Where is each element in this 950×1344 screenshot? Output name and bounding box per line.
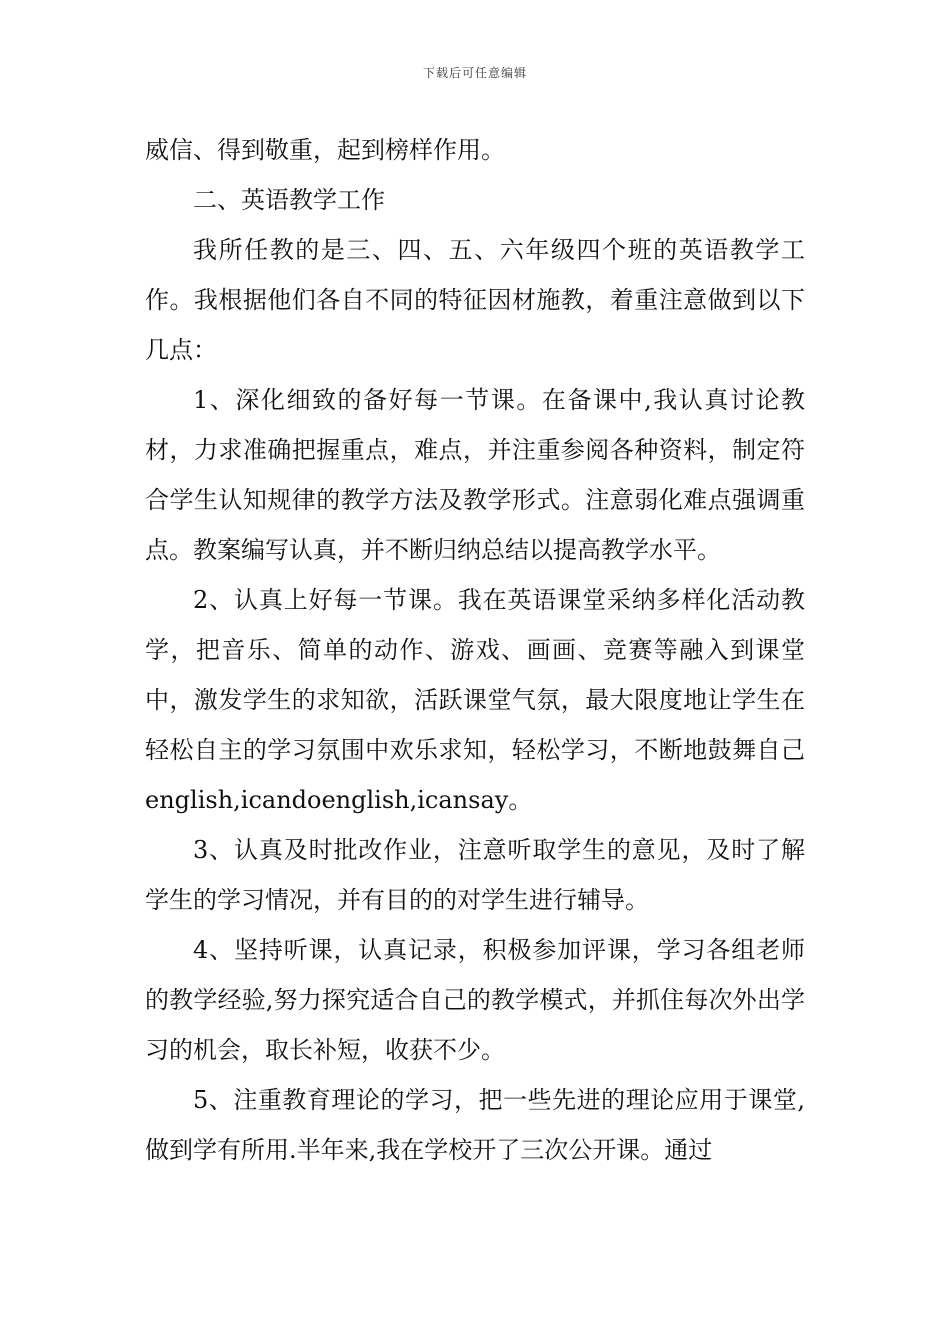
paragraph-intro: 我所任教的是三、四、五、六年级四个班的英语教学工作。我根据他们各自不同的特征因材施教，着重注意做到以下几点： [145,236,805,364]
document-body [145,125,805,1175]
paragraph-item-3: 3、认真及时批改作业，注意听取学生的意见，及时了解学生的学习情况，并有目的的对学生进行辅导。 [145,836,805,914]
paragraph-item-4: 4、坚持听课，认真记录，积极参加评课，学习各组老师的教学经验,努力探究适合自己的教学模式，并抓住每次外出学习的机会，取长补短，收获不少。 [145,936,805,1064]
paragraph-item-1: 1、深化细致的备好每一节课。在备课中,我认真讨论教材，力求准确把握重点，难点，并注重参阅各种资料，制定符合学生认知规律的教学方法及教学形式。注意弱化难点强调重点。教案编写认真，并不断归纳总结以提高教学水平。 [145,386,805,564]
paragraph-continuation: 威信、得到敬重，起到榜样作用。 [145,136,505,164]
paragraph-item-2: 2、认真上好每一节课。我在英语课堂采纳多样化活动教学，把音乐、简单的动作、游戏、画画、竞赛等融入到课堂中，激发学生的求知欲，活跃课堂气氛，最大限度地让学生在轻松自主的学习氛围中欢乐求知，轻松学习，不断地鼓舞自己english,icandoenglish,icansay。 [145,586,805,814]
page-header: 下载后可任意编辑 [422,66,527,80]
paragraph-item-5: 5、注重教育理论的学习，把一些先进的理论应用于课堂,做到学有所用.半年来,我在学校开了三次公开课。通过 [145,1086,805,1164]
section-heading: 二、英语教学工作 [193,186,385,214]
